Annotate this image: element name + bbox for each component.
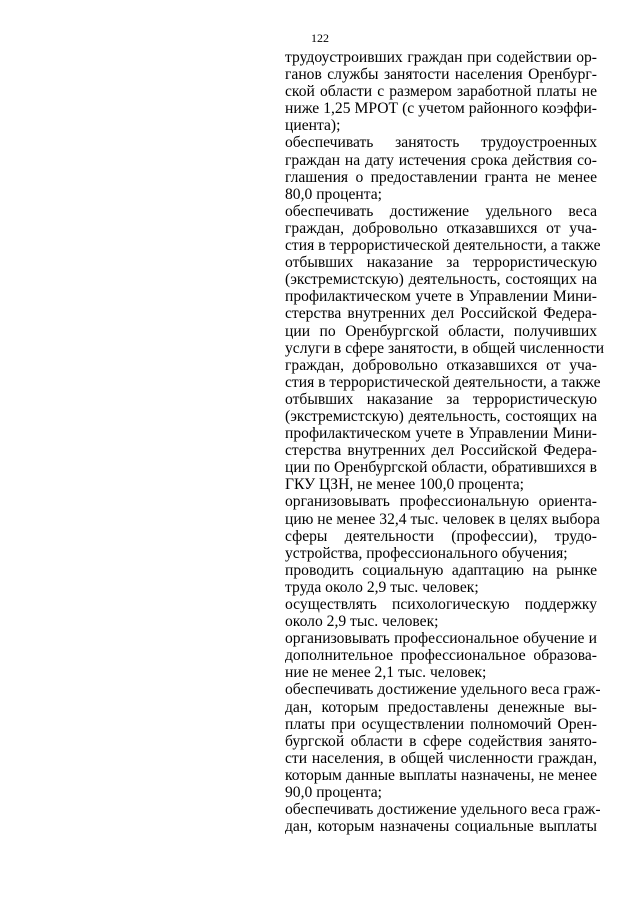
text-line: организовывать профессиональную ориента- — [285, 493, 597, 511]
text-line: обеспечивать занятость трудоустроенных — [285, 134, 597, 152]
text-line: ции по Оренбургской области, обратившихся в — [285, 459, 597, 477]
text-line: стерства внутренних дел Российской Федера- — [285, 442, 597, 460]
text-line: дополнительное профессиональное образова- — [285, 647, 597, 665]
text-line: платы при осуществлении полномочий Орен- — [285, 715, 597, 733]
text-line: осуществлять психологическую поддержку — [285, 596, 597, 613]
text-line: граждан на дату истечения срока действия со- — [285, 151, 597, 169]
page-number: 122 — [311, 31, 329, 45]
text-line: устройства, профессионального обучения; — [285, 544, 568, 562]
text-line: ГКУ ЦЗН, не менее 100,0 процента; — [285, 476, 525, 494]
text-line: обеспечивать достижение удельного веса граж- — [285, 801, 601, 819]
text-line: бургской области в сфере содействия занято- — [285, 732, 597, 750]
text-line: 80,0 процента; — [285, 185, 382, 203]
text-line: ганов службы занятости населения Оренбург- — [285, 66, 597, 84]
text-line: стия в террористической деятельности, а также — [285, 237, 601, 255]
text-line: граждан, добровольно отказавшихся от уча- — [285, 356, 597, 374]
text-line: около 2,9 тыс. человек; — [285, 613, 439, 631]
text-line: отбывших наказание за террористическую — [285, 390, 597, 408]
text-line: ниже 1,25 МРОТ (с учетом районного коэффи- — [285, 100, 597, 118]
text-line: дан, которым назначены социальные выплаты — [285, 818, 597, 836]
text-line: цию не менее 32,4 тыс. человек в целях выбора — [285, 510, 600, 528]
text-line: 90,0 процента; — [285, 784, 382, 802]
text-line: услуги в сфере занятости, в общей численности — [285, 339, 605, 357]
text-line: циента); — [285, 117, 341, 135]
text-line: стия в террористической деятельности, а также — [285, 373, 601, 391]
text-line: отбывших наказание за террористическую — [285, 254, 597, 272]
text-line: ской области с размером заработной платы не — [285, 83, 597, 101]
text-line: граждан, добровольно отказавшихся от уча- — [285, 219, 597, 237]
text-line: (экстремистскую) деятельность, состоящих на — [285, 271, 597, 289]
body-text — [285, 49, 605, 836]
text-line: (экстремистскую) деятельность, состоящих на — [285, 407, 597, 425]
text-line: глашения о предоставлении гранта не менее — [285, 168, 597, 186]
text-line: организовывать профессиональное обучение и — [285, 630, 597, 648]
text-line: ние не менее 2,1 тыс. человек; — [285, 664, 487, 682]
text-line: ции по Оренбургской области, получивших — [285, 322, 597, 340]
text-line: трудоустроивших граждан при содействии ор- — [285, 49, 597, 66]
text-line: сферы деятельности (профессии), трудо- — [285, 527, 597, 545]
text-line: сти населения, в общей численности граждан, — [285, 749, 597, 767]
text-line: обеспечивать достижение удельного веса граж- — [285, 681, 601, 699]
text-line: труда около 2,9 тыс. человек; — [285, 578, 479, 596]
text-line: которым данные выплаты назначены, не менее — [285, 766, 597, 784]
text-line: стерства внутренних дел Российской Федера- — [285, 305, 597, 323]
text-line: профилактическом учете в Управлении Мини- — [285, 288, 597, 306]
text-line: профилактическом учете в Управлении Мини- — [285, 425, 597, 443]
text-line: проводить социальную адаптацию на рынке — [285, 561, 597, 579]
text-line: дан, которым предоставлены денежные вы- — [285, 698, 597, 716]
text-line: обеспечивать достижение удельного веса — [285, 202, 597, 220]
